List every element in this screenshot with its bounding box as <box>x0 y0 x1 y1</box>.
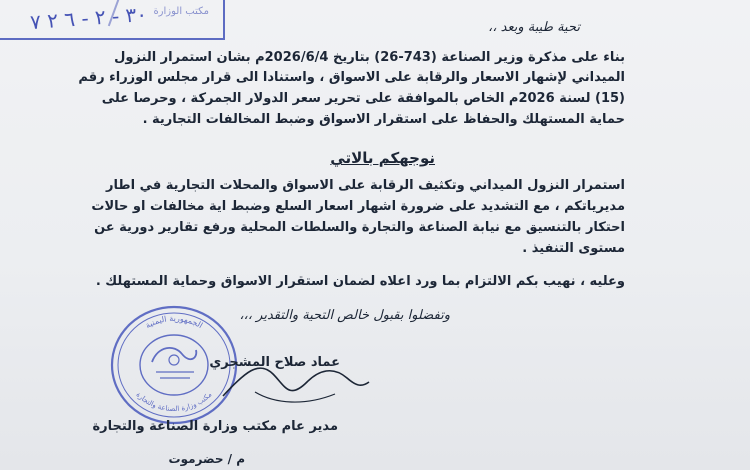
paragraph1-line4: حماية المستهلك والحفاظ على استقرار الاسواق وضبط المخالفات التجارية . <box>142 112 625 127</box>
signer-title: مدير عام مكتب وزارة الصناعة والتجارة <box>92 419 338 434</box>
reference-stamp <box>0 0 225 40</box>
signer-name: عماد صلاح المشجري <box>209 355 340 370</box>
paragraph3: وعليه ، نهيب بكم الالتزام بما ورد اعلاه لضمان استقرار الاسواق وحماية المستهلك . <box>95 274 625 289</box>
paragraph2-line2: مديرياتكم ، مع التشديد على ضرورة اشهار اسعار السلع وضبط اية مخالفات او حالات <box>91 199 625 214</box>
seal-center-icon <box>169 355 179 365</box>
paragraph2-line1: استمرار النزول الميداني وتكثيف الرقابة على الاسواق والمحلات التجارية في اطار <box>106 178 625 193</box>
paragraph2-line3: احتكار بالتنسيق مع نيابة الصناعة والتجارة والسلطات المحلية ورفع تقارير دورية عن <box>94 220 625 235</box>
reference-stamp-header: مكتب الوزارة <box>153 6 209 17</box>
reference-stamp-mark <box>108 0 148 37</box>
seal-top-text: الجمهورية اليمنية <box>143 313 205 331</box>
paragraph1-line2: الميداني لإشهار الاسعار والرقابة على الاسواق ، واستنادا الى قرار مجلس الوزراء رقم <box>78 70 625 85</box>
directive-heading: نوجهكم بالاتي <box>330 149 435 167</box>
paragraph2-line4: مستوى التنفيذ . <box>522 241 625 256</box>
greeting: تحية طيبة وبعد ،، <box>488 20 580 35</box>
paragraph1-line1: بناء على مذكرة وزير الصناعة (743-26) بتاريخ 2026/6/4م بشان استمرار النزول <box>114 50 625 65</box>
reference-number: ٣٠ - ٢ - ٦ ٢ ٧ <box>29 1 148 35</box>
closing-line: وتفضلوا بقبول خالص التحية والتقدير ،،، <box>239 308 450 323</box>
paragraph1-line3: (15) لسنة 2026م الخاص بالموافقة على تحرير سعر الدولار الجمركة ، وحرصا على <box>101 91 625 106</box>
cc-line: م / حضرموت <box>168 452 245 466</box>
seal-bottom-text: مكتب وزارة الصناعة والتجارة <box>134 390 214 414</box>
seal-emblem-lines-icon <box>156 372 194 378</box>
